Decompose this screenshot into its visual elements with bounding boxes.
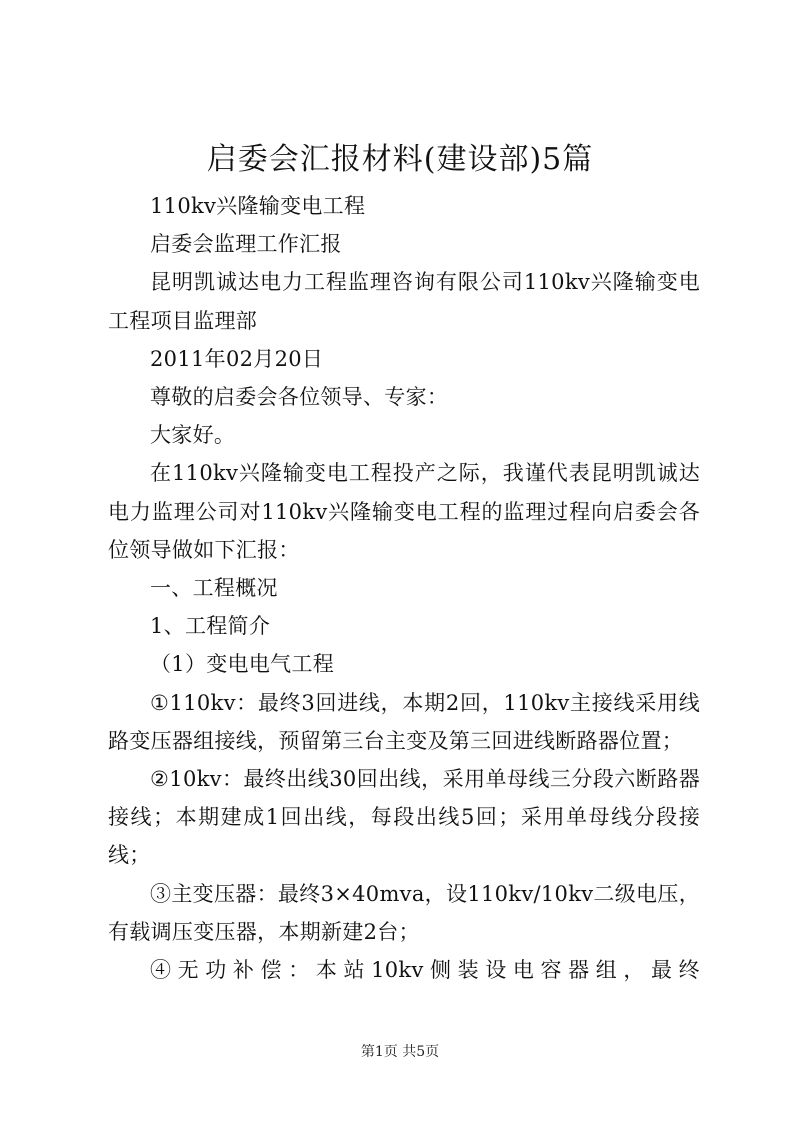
report-subtitle-line: 启委会监理工作汇报	[150, 232, 342, 257]
list-item-110kv: ①110kv：最终3回进线，本期2回，110kv主接线采用线路变压器组接线，预留第三台主变及第三回进线断路器位置；	[108, 690, 700, 753]
list-item-10kv: ②10kv：最终出线30回出线，采用单母线三分段六断路器接线；本期建成1回出线，每段出线5回；采用单母线分段接线；	[108, 767, 700, 868]
item-heading-electrical: （1）变电电气工程	[150, 652, 335, 677]
list-item-reactive-compensation: ④无功补偿：本站10kv侧装设电容器组，最终	[150, 958, 700, 983]
section-heading-overview: 一、工程概况	[150, 576, 278, 601]
document-title: 启委会汇报材料(建设部)5篇	[206, 142, 594, 177]
project-name-line: 110kv兴隆输变电工程	[150, 194, 366, 218]
page-footer: 第1页 共5页	[360, 1044, 440, 1060]
greeting-line: 大家好。	[150, 423, 236, 448]
subsection-heading-intro: 1、工程简介	[150, 614, 271, 639]
list-item-main-transformer: ③主变压器：最终3×40mva，设110kv/10kv二级电压，有载调压变压器，本期新建2台；	[108, 881, 700, 944]
organization-line: 昆明凯诚达电力工程监理咨询有限公司110kv兴隆输变电工程项目监理部	[108, 270, 700, 333]
date-line: 2011年02月20日	[150, 346, 324, 371]
salutation-line: 尊敬的启委会各位领导、专家：	[150, 385, 449, 410]
intro-paragraph: 在110kv兴隆输变电工程投产之际，我谨代表昆明凯诚达电力监理公司对110kv兴隆输变电工程的监理过程向启委会各位领导做如下汇报：	[108, 461, 700, 562]
document-body	[108, 187, 700, 989]
